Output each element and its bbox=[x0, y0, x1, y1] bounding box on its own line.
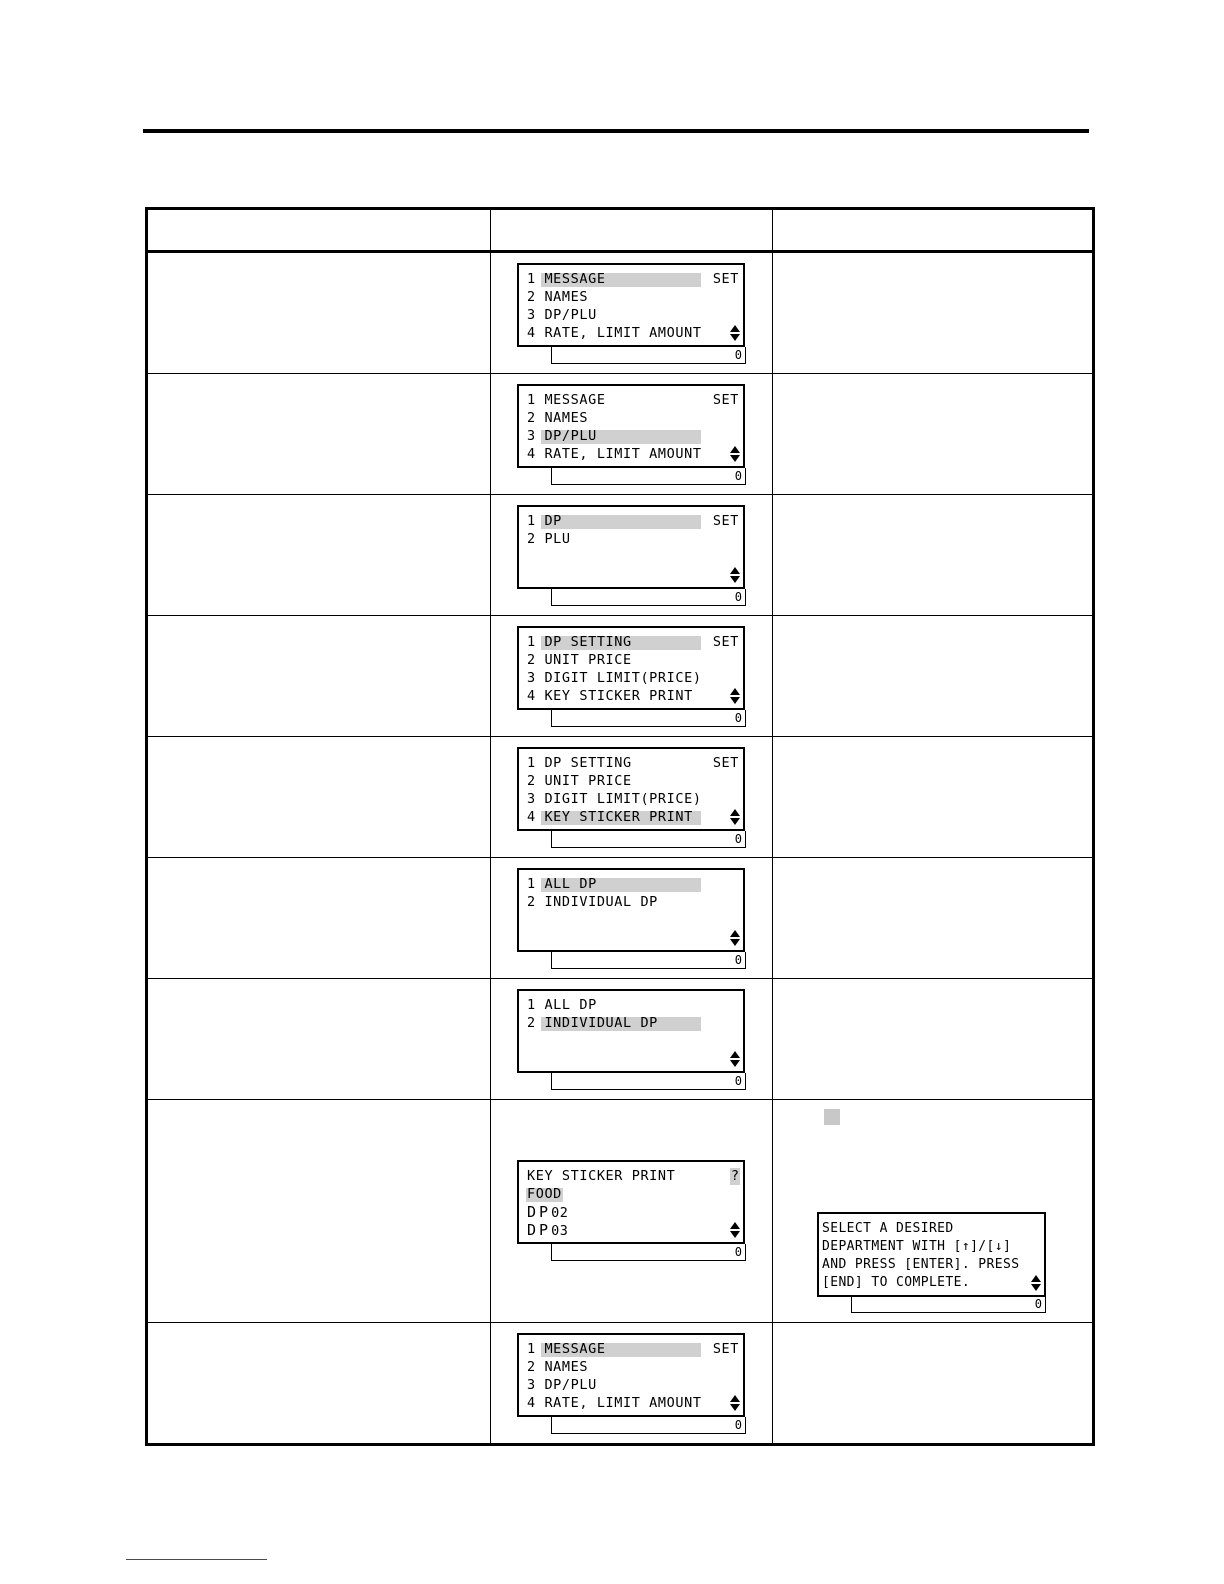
lcd-count: 0 bbox=[734, 711, 742, 725]
notes-cell bbox=[773, 858, 1094, 979]
header-notes bbox=[773, 209, 1094, 252]
lcd-numeric-line bbox=[551, 831, 746, 848]
lcd-screen bbox=[517, 989, 745, 1073]
menu-line: 3 DIGIT LIMIT(PRICE) bbox=[527, 791, 702, 807]
procedure-table bbox=[145, 207, 1095, 1446]
notes-cell bbox=[773, 979, 1094, 1100]
menu-line: 1 DP SETTING bbox=[527, 755, 632, 771]
lcd-screen bbox=[517, 384, 745, 468]
table-row bbox=[147, 1100, 1094, 1323]
lcd-numeric-line bbox=[551, 347, 746, 364]
lcd-screen bbox=[517, 868, 745, 952]
display-cell bbox=[491, 374, 773, 495]
set-indicator: SET bbox=[712, 1341, 739, 1357]
procedure-cell bbox=[147, 979, 491, 1100]
table-row bbox=[147, 616, 1094, 737]
dept-item-food: FOOD bbox=[527, 1186, 562, 1202]
help-line: SELECT A DESIRED bbox=[822, 1221, 954, 1236]
menu-line: 1 ALL DP bbox=[527, 876, 597, 892]
scroll-arrows-icon bbox=[730, 930, 740, 946]
menu-line: 2 UNIT PRICE bbox=[527, 773, 632, 789]
cursor-highlight bbox=[541, 515, 701, 529]
lcd-numeric-line bbox=[551, 710, 746, 727]
table-row bbox=[147, 495, 1094, 616]
set-indicator: SET bbox=[712, 271, 739, 287]
lcd-numeric-line bbox=[551, 1417, 746, 1434]
procedure-cell bbox=[147, 737, 491, 858]
display-cell bbox=[491, 1100, 773, 1323]
lcd-screen bbox=[517, 747, 745, 831]
lcd-screen bbox=[517, 626, 745, 710]
table-row bbox=[147, 858, 1094, 979]
procedure-cell bbox=[147, 495, 491, 616]
menu-line: 1 ALL DP bbox=[527, 997, 597, 1013]
table-row bbox=[147, 1323, 1094, 1445]
help-line: DEPARTMENT WITH [↑]/[↓] bbox=[822, 1239, 1012, 1254]
lcd-count: 0 bbox=[734, 348, 742, 362]
menu-line: 3 DP/PLU bbox=[527, 307, 597, 323]
menu-line: 2 UNIT PRICE bbox=[527, 652, 632, 668]
help-numeric-line bbox=[851, 1297, 1046, 1313]
table-row bbox=[147, 374, 1094, 495]
menu-line: 3 DP/PLU bbox=[527, 1377, 597, 1393]
display-cell bbox=[491, 252, 773, 374]
notes-cell bbox=[773, 1323, 1094, 1445]
menu-line: 4 KEY STICKER PRINT bbox=[527, 688, 693, 704]
menu-line: 4 KEY STICKER PRINT bbox=[527, 809, 693, 825]
menu-line: 4 RATE, LIMIT AMOUNT bbox=[527, 325, 702, 341]
scroll-arrows-icon bbox=[730, 325, 740, 341]
display-cell bbox=[491, 495, 773, 616]
lcd-screen bbox=[517, 263, 745, 347]
menu-line: 2 INDIVIDUAL DP bbox=[527, 894, 658, 910]
menu-line: 1 MESSAGE bbox=[527, 1341, 606, 1357]
table-header-row bbox=[147, 209, 1094, 252]
notes-cell bbox=[773, 374, 1094, 495]
menu-line: 4 RATE, LIMIT AMOUNT bbox=[527, 1395, 702, 1411]
menu-line: 4 RATE, LIMIT AMOUNT bbox=[527, 446, 702, 462]
table-row bbox=[147, 737, 1094, 858]
menu-line: 1 MESSAGE bbox=[527, 392, 606, 408]
procedure-cell bbox=[147, 252, 491, 374]
procedure-cell bbox=[147, 616, 491, 737]
lcd-count: 0 bbox=[734, 953, 742, 967]
display-cell bbox=[491, 1323, 773, 1445]
help-line: [END] TO COMPLETE. bbox=[822, 1275, 971, 1290]
menu-line: 2 PLU bbox=[527, 531, 571, 547]
lcd-screen bbox=[517, 505, 745, 589]
menu-line: 2 NAMES bbox=[527, 410, 589, 426]
notes-cell bbox=[773, 252, 1094, 374]
lcd-count: 0 bbox=[734, 1074, 742, 1088]
scroll-arrows-icon bbox=[730, 1395, 740, 1411]
lcd-numeric-line bbox=[551, 1073, 746, 1090]
lcd-count: 0 bbox=[734, 590, 742, 604]
menu-line: 1 DP SETTING bbox=[527, 634, 632, 650]
table-row bbox=[147, 252, 1094, 374]
display-cell bbox=[491, 858, 773, 979]
scroll-arrows-icon bbox=[730, 446, 740, 462]
confirm-indicator: ? bbox=[730, 1168, 739, 1184]
lcd-count: 0 bbox=[734, 832, 742, 846]
display-cell bbox=[491, 737, 773, 858]
menu-line: 3 DIGIT LIMIT(PRICE) bbox=[527, 670, 702, 686]
header-procedure bbox=[147, 209, 491, 252]
sticker-title: KEY STICKER PRINT bbox=[527, 1168, 676, 1184]
highlight-legend-swatch bbox=[824, 1109, 840, 1125]
lcd-screen bbox=[517, 1160, 745, 1244]
scroll-arrows-icon bbox=[730, 567, 740, 583]
scroll-arrows-icon bbox=[730, 688, 740, 704]
lcd-numeric-line bbox=[551, 1244, 746, 1261]
help-line: AND PRESS [ENTER]. PRESS bbox=[822, 1257, 1020, 1272]
menu-line: 2 NAMES bbox=[527, 289, 589, 305]
header-display bbox=[491, 209, 773, 252]
lcd-count: 0 bbox=[734, 469, 742, 483]
procedure-cell bbox=[147, 858, 491, 979]
table-row bbox=[147, 979, 1094, 1100]
dept-item-dp02: DP02 bbox=[527, 1203, 569, 1221]
set-indicator: SET bbox=[712, 634, 739, 650]
scroll-arrows-icon bbox=[730, 1222, 740, 1238]
notes-cell bbox=[773, 495, 1094, 616]
notes-cell bbox=[773, 1100, 1094, 1323]
menu-line: 2 NAMES bbox=[527, 1359, 589, 1375]
procedure-cell bbox=[147, 1323, 491, 1445]
set-indicator: SET bbox=[712, 513, 739, 529]
menu-line: 1 MESSAGE bbox=[527, 271, 606, 287]
footer-link-underline bbox=[126, 1559, 267, 1560]
procedure-cell bbox=[147, 374, 491, 495]
procedure-cell bbox=[147, 1100, 491, 1323]
set-indicator: SET bbox=[712, 755, 739, 771]
display-cell bbox=[491, 616, 773, 737]
menu-line: 1 DP bbox=[527, 513, 562, 529]
scroll-arrows-icon bbox=[730, 1051, 740, 1067]
header-rule bbox=[143, 129, 1089, 133]
lcd-numeric-line bbox=[551, 952, 746, 969]
scroll-arrows-icon bbox=[1031, 1275, 1041, 1291]
lcd-count: 0 bbox=[734, 1418, 742, 1432]
display-cell bbox=[491, 979, 773, 1100]
lcd-count: 0 bbox=[734, 1245, 742, 1259]
menu-line: 3 DP/PLU bbox=[527, 428, 597, 444]
dept-item-dp03: DP03 bbox=[527, 1221, 569, 1239]
scroll-arrows-icon bbox=[730, 809, 740, 825]
help-count: 0 bbox=[1034, 1297, 1042, 1311]
lcd-numeric-line bbox=[551, 589, 746, 606]
menu-line: 2 INDIVIDUAL DP bbox=[527, 1015, 658, 1031]
notes-cell bbox=[773, 737, 1094, 858]
help-message-box bbox=[817, 1212, 1046, 1297]
notes-cell bbox=[773, 616, 1094, 737]
lcd-numeric-line bbox=[551, 468, 746, 485]
set-indicator: SET bbox=[712, 392, 739, 408]
lcd-screen bbox=[517, 1333, 745, 1417]
